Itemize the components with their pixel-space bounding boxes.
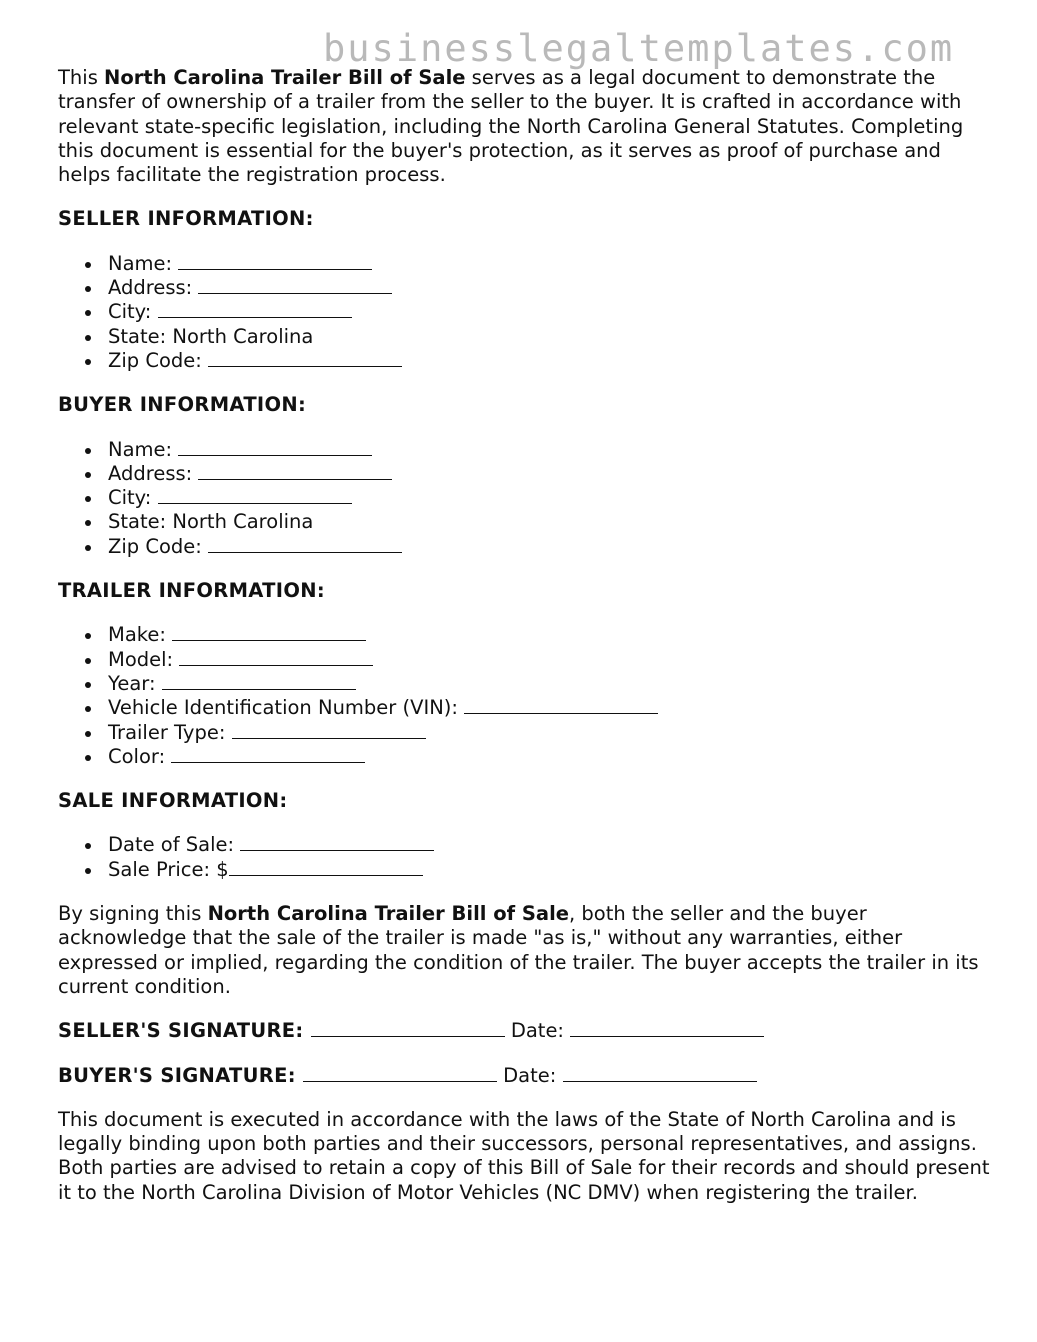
buyer-date-blank[interactable] [563, 1064, 757, 1082]
seller-city-label: City: [108, 300, 158, 324]
buyer-city-blank[interactable] [158, 486, 352, 504]
seller-name-label: Name: [108, 251, 179, 275]
seller-city-blank[interactable] [158, 300, 352, 318]
seller-signature-line [58, 1019, 998, 1043]
trailer-model-label: Model: [108, 647, 180, 671]
trailer-vin-item [85, 696, 998, 720]
buyer-name-label: Name: [108, 437, 179, 461]
trailer-make-label: Make: [108, 623, 173, 647]
sale-date-blank[interactable] [240, 833, 434, 851]
buyer-address-blank[interactable] [198, 462, 392, 480]
buyer-fields [58, 438, 998, 559]
buyer-signature-blank[interactable] [303, 1064, 497, 1082]
seller-address-blank[interactable] [198, 276, 392, 294]
buyer-name-blank[interactable] [178, 438, 372, 456]
buyer-state-item [85, 510, 998, 534]
sale-date-label: Date of Sale: [108, 833, 241, 857]
trailer-vin-label: Vehicle Identification Number (VIN): [108, 696, 465, 720]
seller-date-blank[interactable] [570, 1019, 764, 1037]
buyer-signature-line [58, 1064, 998, 1088]
ack-text: , both the seller and the buyer acknowledge that the sale of the trailer is made "as is," without any warranties, either expressed or implied, regarding the condition of the trailer. The buyer accepts the trailer in its current condition. [58, 902, 979, 998]
buyer-state-label: State: North Carolina [108, 510, 314, 534]
buyer-city-item [85, 486, 998, 510]
trailer-fields [58, 623, 998, 769]
sale-price-item [85, 858, 998, 882]
sale-price-blank[interactable] [229, 858, 423, 876]
intro-text: serves as a legal document to demonstrate the transfer of ownership of a trailer from the seller to the buyer. It is crafted in accordance with relevant state-specific legislation, including the North Carolina General Statutes. Completing this document is essential for the buyer's protection, as it serves as proof of purchase and helps facilitate the registration process. [58, 66, 964, 187]
intro-document-name: North Carolina Trailer Bill of Sale [104, 66, 466, 89]
trailer-model-item [85, 648, 998, 672]
buyer-zip-label: Zip Code: [108, 534, 209, 558]
trailer-make-item [85, 623, 998, 647]
seller-name-item [85, 252, 998, 276]
sale-date-item [85, 833, 998, 857]
seller-state-label: State: North Carolina [108, 324, 314, 348]
buyer-heading: BUYER INFORMATION: [58, 393, 307, 417]
seller-signature-blank[interactable] [311, 1019, 505, 1037]
buyer-city-label: City: [108, 486, 158, 510]
intro-prefix: This [58, 66, 105, 89]
trailer-vin-blank[interactable] [464, 696, 658, 714]
acknowledgment-paragraph [58, 902, 998, 999]
seller-zip-blank[interactable] [208, 349, 402, 367]
trailer-year-label: Year: [108, 671, 162, 695]
seller-name-blank[interactable] [178, 252, 372, 270]
seller-address-item [85, 276, 998, 300]
watermark: businesslegaltemplates.com [323, 27, 955, 70]
buyer-address-label: Address: [108, 461, 199, 485]
trailer-heading: TRAILER INFORMATION: [58, 579, 325, 603]
trailer-color-blank[interactable] [171, 745, 365, 763]
seller-fields [58, 252, 998, 373]
trailer-type-item [85, 721, 998, 745]
ack-prefix: By signing this [58, 902, 208, 926]
seller-city-item [85, 300, 998, 324]
seller-zip-label: Zip Code: [108, 348, 209, 372]
sale-heading: SALE INFORMATION: [58, 789, 288, 813]
buyer-zip-item [85, 535, 998, 559]
seller-state-item [85, 325, 998, 349]
bill-of-sale-document [58, 66, 998, 1205]
trailer-year-blank[interactable] [162, 672, 356, 690]
buyer-name-item [85, 438, 998, 462]
buyer-date-label: Date: [503, 1063, 563, 1087]
seller-date-label: Date: [510, 1019, 571, 1043]
seller-address-label: Address: [108, 276, 199, 300]
closing-paragraph: This document is executed in accordance with the laws of the State of North Carolina and is legally binding upon both parties and their successors, personal representatives, and assigns. Both parties are advised to retain a copy of this Bill of Sale for their records and should present it to the North Carolina Division of Motor Vehicles (NC DMV) when registering the trailer. [58, 1107, 990, 1204]
trailer-type-blank[interactable] [232, 721, 426, 739]
buyer-signature-label: BUYER'S SIGNATURE: [58, 1063, 303, 1087]
trailer-year-item [85, 672, 998, 696]
trailer-type-label: Trailer Type: [108, 720, 232, 744]
sale-fields [58, 833, 998, 882]
ack-document-name: North Carolina Trailer Bill of Sale [207, 902, 570, 926]
trailer-model-blank[interactable] [179, 648, 373, 666]
seller-signature-label: SELLER'S SIGNATURE: [58, 1019, 311, 1043]
seller-zip-item [85, 349, 998, 373]
sale-price-label: Sale Price: $ [108, 857, 229, 881]
trailer-color-label: Color: [108, 744, 172, 768]
seller-heading: SELLER INFORMATION: [58, 207, 314, 231]
buyer-address-item [85, 462, 998, 486]
trailer-make-blank[interactable] [172, 623, 366, 641]
intro-paragraph [58, 66, 998, 187]
buyer-zip-blank[interactable] [208, 535, 402, 553]
trailer-color-item [85, 745, 998, 769]
